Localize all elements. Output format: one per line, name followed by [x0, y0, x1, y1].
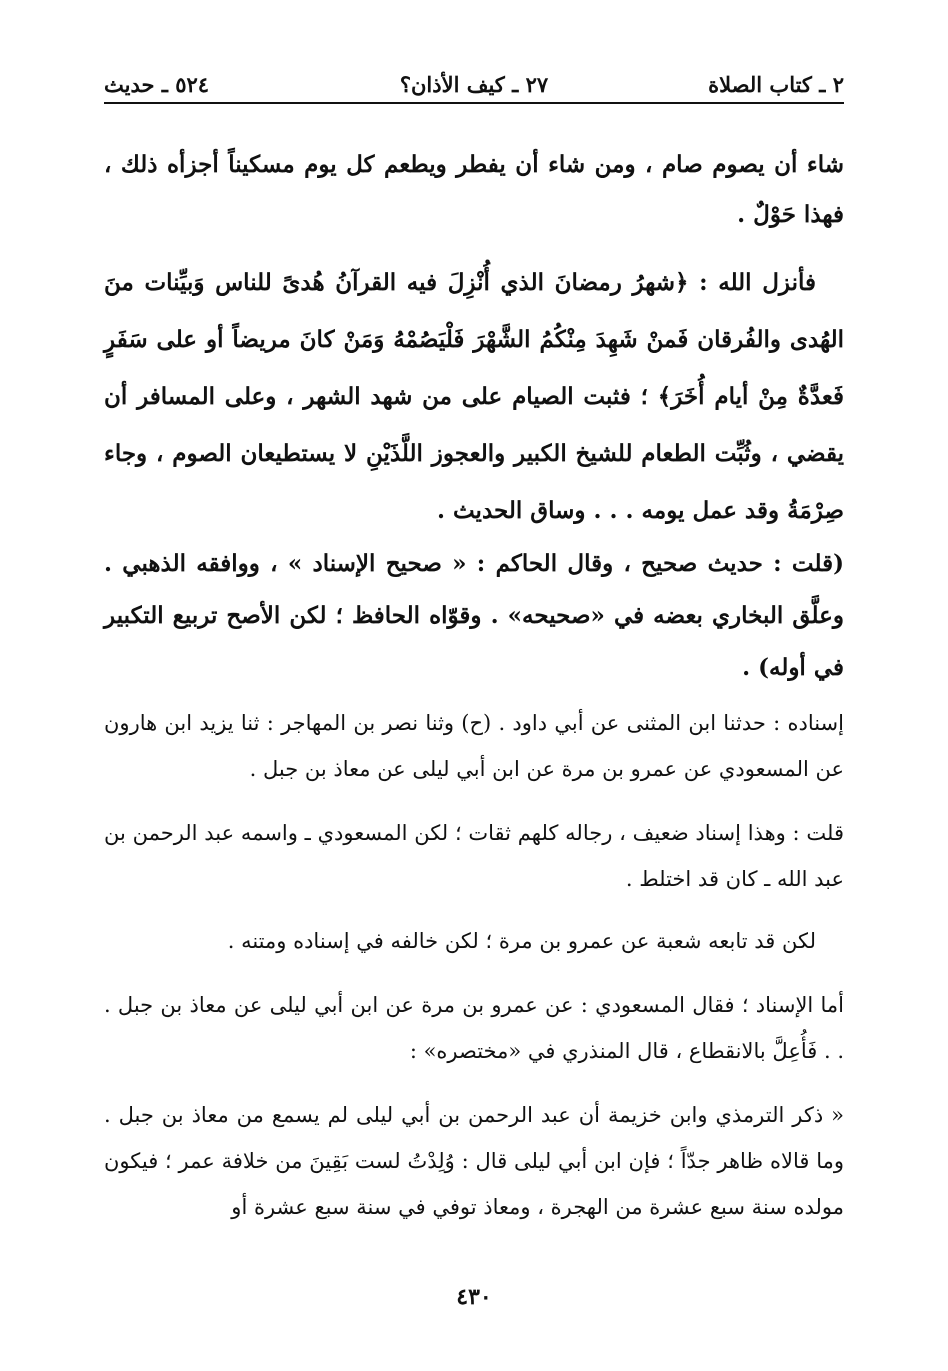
paragraph-isnad-critique: قلت : وهذا إسناد ضعيف ، رجاله كلهم ثقات ؛ لكن المسعودي ـ واسمه عبد الرحمن بن عبد الله ـ كان قد اختلط .: [104, 821, 844, 891]
paragraph-grading-note: (قلت : حديث صحيح ، وقال الحاكم : « صحيح الإسناد » ، ووافقه الذهبي . وعلَّق البخاري بعضه في «صحيحه» . وقوّاه الحافظ ؛ لكن الأصح تربيع التكبير في أوله) .: [104, 550, 844, 681]
paragraph-mundhiri-quote: « ذكر الترمذي وابن خزيمة أن عبد الرحمن بن أبي ليلى لم يسمع من معاذ بن جبل . وما قالاه ظاهر جدّاً ؛ فإن ابن أبي ليلى قال : وُلِدْتُ لست بَقِينَ من خلافة عمر ؛ فيكون مولده سنة سبع عشرة من الهجرة ، ومعاذ توفي في سنة سبع عشرة أو: [104, 1103, 844, 1219]
paragraph-quran-verse: فأنزل الله : ﴿شهرُ رمضانَ الذي أُنْزِلَ فيه القرآنُ هُدىً للناس وَبيِّنات منَ الهُدى والفُرقان فَمنْ شَهِدَ مِنْكُمُ الشَّهْرَ فَلْيَصُمْهُ وَمَنْ كانَ مريضاً أو على سَفَرٍ فَعدَّةٌ مِنْ أيام أُخَرَ﴾ ؛ فثبت الصيام على من شهد الشهر ، وعلى المسافر أن يقضي ، وثُبِّت الطعام للشيخ الكبير والعجوز اللَّذَيْنِ لا يستطيعان الصوم ، وجاء صِرْمَةُ وقد عمل يومه . . . وساق الحديث .: [104, 269, 844, 524]
page-number: ٤٣٠: [456, 1284, 492, 1310]
header-book-title: ٢ ـ كتاب الصلاة: [708, 72, 844, 97]
paragraph-isnad-discussion: أما الإسناد ؛ فقال المسعودي : عن عمرو بن مرة عن ابن أبي ليلى عن معاذ بن جبل . . . فَأُعِلَّ بالانقطاع ، قال المنذري في «مختصره» :: [104, 993, 844, 1063]
book-page: [104, 68, 844, 1328]
header-hadith-number: ٥٢٤ ـ حديث: [104, 72, 210, 97]
paragraph-isnad: إسناده : حدثنا ابن المثنى عن أبي داود . (ح) وثنا نصر بن المهاجر : ثنا يزيد ابن هارون عن المسعودي عن عمرو بن مرة عن ابن أبي ليلى عن معاذ بن جبل .: [104, 711, 844, 781]
header-chapter-title: ٢٧ ـ كيف الأذان؟: [399, 72, 549, 97]
paragraph-hadith-continuation: شاء أن يصوم صام ، ومن شاء أن يفطر ويطعم كل يوم مسكيناً أجزأه ذلك ، فهذا حَوْلٌ .: [104, 151, 844, 228]
running-header: [104, 68, 844, 104]
paragraph-corroboration: لكن قد تابعه شعبة عن عمرو بن مرة ؛ لكن خالفه في إسناده ومتنه .: [227, 929, 816, 953]
